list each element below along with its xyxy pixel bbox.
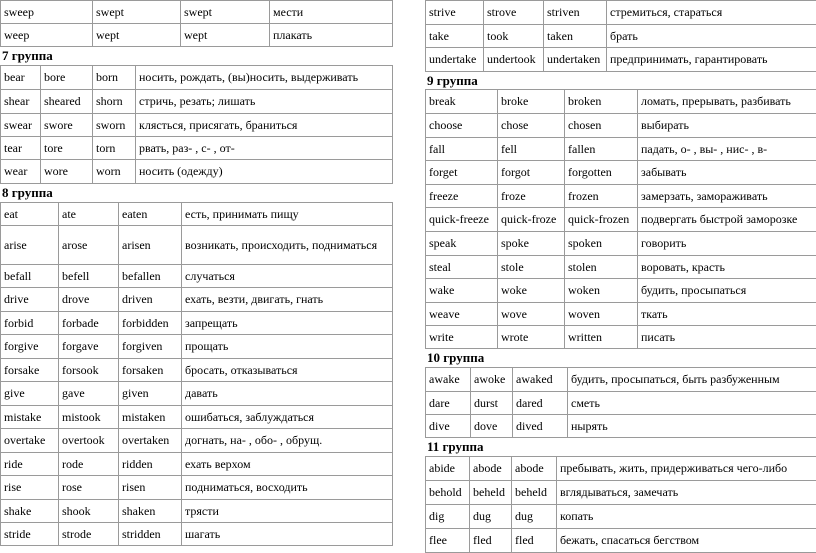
verb-row — [426, 185, 816, 208]
infinitive-cell: awake — [426, 368, 471, 392]
translation-cell: сметь — [568, 392, 816, 415]
past-simple-cell: stole — [498, 256, 565, 279]
verb-row — [1, 203, 393, 226]
past-simple-cell: shook — [59, 500, 119, 523]
translation-cell: трясти — [182, 500, 393, 523]
translation-cell: замерзать, замораживать — [638, 185, 816, 208]
translation-cell: забывать — [638, 161, 816, 185]
verb-row — [426, 256, 816, 279]
past-participle-cell: awaked — [513, 368, 568, 392]
past-simple-cell: overtook — [59, 429, 119, 453]
translation-cell: запрещать — [182, 312, 393, 335]
past-simple-cell: arose — [59, 226, 119, 265]
translation-cell: случаться — [182, 265, 393, 288]
verb-row — [1, 523, 393, 546]
past-simple-cell: gave — [59, 382, 119, 406]
right-column — [425, 0, 816, 553]
translation-cell: брать — [607, 25, 816, 48]
past-participle-cell: torn — [93, 137, 136, 160]
past-participle-cell: befallen — [119, 265, 182, 288]
verb-row — [426, 368, 816, 392]
past-participle-cell: ridden — [119, 453, 182, 476]
verb-table-continued — [0, 0, 393, 47]
infinitive-cell: forsake — [1, 359, 59, 382]
past-participle-cell: fallen — [565, 138, 638, 161]
past-participle-cell: arisen — [119, 226, 182, 265]
infinitive-cell: forgive — [1, 335, 59, 359]
translation-cell: выбирать — [638, 114, 816, 138]
past-participle-cell: dived — [513, 415, 568, 438]
past-simple-cell: undertook — [484, 48, 544, 72]
past-simple-cell: dug — [470, 505, 512, 529]
verb-row — [1, 312, 393, 335]
past-participle-cell: worn — [93, 160, 136, 184]
group-heading: 9 группа — [425, 72, 816, 89]
verb-row — [426, 303, 816, 326]
verb-row — [1, 429, 393, 453]
infinitive-cell: dig — [426, 505, 470, 529]
verb-row — [1, 137, 393, 160]
verb-row — [1, 114, 393, 137]
infinitive-cell: quick-freeze — [426, 208, 498, 232]
infinitive-cell: flee — [426, 529, 470, 553]
infinitive-cell: weave — [426, 303, 498, 326]
infinitive-cell: forbid — [1, 312, 59, 335]
verb-row — [1, 1, 393, 24]
infinitive-cell: rise — [1, 476, 59, 500]
past-participle-cell: stridden — [119, 523, 182, 546]
verb-row — [426, 114, 816, 138]
infinitive-cell: befall — [1, 265, 59, 288]
infinitive-cell: steal — [426, 256, 498, 279]
verb-row — [1, 288, 393, 312]
verb-row — [1, 226, 393, 265]
infinitive-cell: arise — [1, 226, 59, 265]
translation-cell: ошибаться, заблуждаться — [182, 406, 393, 429]
verb-table — [0, 65, 393, 184]
past-simple-cell: wrote — [498, 326, 565, 349]
infinitive-cell: swear — [1, 114, 41, 137]
past-participle-cell: risen — [119, 476, 182, 500]
group-heading: 10 группа — [425, 349, 816, 367]
verb-row — [426, 392, 816, 415]
verb-row — [426, 232, 816, 256]
past-participle-cell: mistaken — [119, 406, 182, 429]
verb-row — [426, 457, 816, 481]
infinitive-cell: stride — [1, 523, 59, 546]
past-simple-cell: strode — [59, 523, 119, 546]
translation-cell: возникать, происходить, подниматься — [182, 226, 393, 265]
translation-cell: подвергать быстрой заморозке — [638, 208, 816, 232]
past-simple-cell: dove — [471, 415, 513, 438]
past-simple-cell: forgave — [59, 335, 119, 359]
past-participle-cell: shaken — [119, 500, 182, 523]
verb-row — [1, 453, 393, 476]
past-participle-cell: forgiven — [119, 335, 182, 359]
infinitive-cell: mistake — [1, 406, 59, 429]
infinitive-cell: fall — [426, 138, 498, 161]
infinitive-cell: weep — [1, 24, 93, 47]
past-simple-cell: befell — [59, 265, 119, 288]
translation-cell: стричь, резать; лишать — [136, 90, 393, 114]
translation-cell: будить, просыпаться — [638, 279, 816, 303]
infinitive-cell: drive — [1, 288, 59, 312]
verb-row — [426, 415, 816, 438]
past-simple-cell: froze — [498, 185, 565, 208]
translation-cell: стремиться, стараться — [607, 1, 816, 25]
translation-cell: клясться, присягать, браниться — [136, 114, 393, 137]
translation-cell: воровать, красть — [638, 256, 816, 279]
infinitive-cell: tear — [1, 137, 41, 160]
infinitive-cell: freeze — [426, 185, 498, 208]
past-participle-cell: beheld — [512, 481, 557, 505]
translation-cell: бежать, спасаться бегством — [557, 529, 816, 553]
past-simple-cell: wore — [41, 160, 93, 184]
translation-cell: плакать — [270, 24, 393, 47]
translation-cell: шагать — [182, 523, 393, 546]
infinitive-cell: bear — [1, 66, 41, 90]
translation-cell: ткать — [638, 303, 816, 326]
past-participle-cell: driven — [119, 288, 182, 312]
verb-row — [1, 500, 393, 523]
verb-row — [1, 335, 393, 359]
past-participle-cell: overtaken — [119, 429, 182, 453]
translation-cell: ломать, прерывать, разбивать — [638, 90, 816, 114]
translation-cell: мести — [270, 1, 393, 24]
infinitive-cell: speak — [426, 232, 498, 256]
group-heading: 8 группа — [0, 184, 392, 202]
infinitive-cell: eat — [1, 203, 59, 226]
past-simple-cell: durst — [471, 392, 513, 415]
past-simple-cell: mistook — [59, 406, 119, 429]
past-simple-cell: quick-froze — [498, 208, 565, 232]
group-heading: 7 группа — [0, 47, 392, 65]
past-simple-cell: rose — [59, 476, 119, 500]
past-simple-cell: beheld — [470, 481, 512, 505]
translation-cell: есть, принимать пищу — [182, 203, 393, 226]
verb-row — [426, 505, 816, 529]
past-participle-cell: broken — [565, 90, 638, 114]
translation-cell: говорить — [638, 232, 816, 256]
infinitive-cell: write — [426, 326, 498, 349]
past-simple-cell: bore — [41, 66, 93, 90]
past-simple-cell: took — [484, 25, 544, 48]
past-simple-cell: awoke — [471, 368, 513, 392]
verb-table — [425, 367, 816, 438]
past-participle-cell: born — [93, 66, 136, 90]
translation-cell: носить, рождать, (вы)носить, выдерживать — [136, 66, 393, 90]
verb-row — [1, 24, 393, 47]
verb-row — [426, 208, 816, 232]
translation-cell: нырять — [568, 415, 816, 438]
past-simple-cell: fell — [498, 138, 565, 161]
verb-row — [1, 265, 393, 288]
infinitive-cell: wear — [1, 160, 41, 184]
verb-row — [1, 476, 393, 500]
translation-cell: бросать, отказываться — [182, 359, 393, 382]
past-participle-cell: taken — [544, 25, 607, 48]
past-simple-cell: forgot — [498, 161, 565, 185]
past-participle-cell: forgotten — [565, 161, 638, 185]
verb-row — [1, 66, 393, 90]
past-simple-cell: woke — [498, 279, 565, 303]
past-simple-cell: ate — [59, 203, 119, 226]
infinitive-cell: ride — [1, 453, 59, 476]
past-participle-cell: woken — [565, 279, 638, 303]
verb-row — [1, 382, 393, 406]
verb-row — [426, 1, 816, 25]
past-participle-cell: spoken — [565, 232, 638, 256]
past-participle-cell: abode — [512, 457, 557, 481]
verb-row — [426, 326, 816, 349]
past-participle-cell: swept — [181, 1, 270, 24]
infinitive-cell: shake — [1, 500, 59, 523]
translation-cell: пребывать, жить, придерживаться чего-либо — [557, 457, 816, 481]
infinitive-cell: overtake — [1, 429, 59, 453]
translation-cell: рвать, раз- , с- , от- — [136, 137, 393, 160]
past-simple-cell: rode — [59, 453, 119, 476]
verb-row — [426, 279, 816, 303]
translation-cell: прощать — [182, 335, 393, 359]
verb-row — [426, 481, 816, 505]
past-simple-cell: chose — [498, 114, 565, 138]
past-simple-cell: forbade — [59, 312, 119, 335]
verb-row — [426, 529, 816, 553]
translation-cell: вглядываться, замечать — [557, 481, 816, 505]
past-simple-cell: swept — [93, 1, 181, 24]
group-heading: 11 группа — [425, 438, 816, 456]
past-simple-cell: spoke — [498, 232, 565, 256]
past-simple-cell: wept — [93, 24, 181, 47]
infinitive-cell: choose — [426, 114, 498, 138]
verb-row — [1, 160, 393, 184]
past-simple-cell: drove — [59, 288, 119, 312]
past-participle-cell: striven — [544, 1, 607, 25]
translation-cell: писать — [638, 326, 816, 349]
infinitive-cell: undertake — [426, 48, 484, 72]
verb-row — [1, 90, 393, 114]
infinitive-cell: sweep — [1, 1, 93, 24]
infinitive-cell: strive — [426, 1, 484, 25]
translation-cell: падать, о- , вы- , нис- , в- — [638, 138, 816, 161]
past-participle-cell: dared — [513, 392, 568, 415]
infinitive-cell: shear — [1, 90, 41, 114]
past-participle-cell: given — [119, 382, 182, 406]
past-simple-cell: broke — [498, 90, 565, 114]
past-participle-cell: undertaken — [544, 48, 607, 72]
past-participle-cell: fled — [512, 529, 557, 553]
past-participle-cell: chosen — [565, 114, 638, 138]
past-simple-cell: sheared — [41, 90, 93, 114]
infinitive-cell: take — [426, 25, 484, 48]
past-participle-cell: forbidden — [119, 312, 182, 335]
translation-cell: носить (одежду) — [136, 160, 393, 184]
verb-row — [1, 406, 393, 429]
past-participle-cell: sworn — [93, 114, 136, 137]
infinitive-cell: forget — [426, 161, 498, 185]
translation-cell: ехать, везти, двигать, гнать — [182, 288, 393, 312]
infinitive-cell: dive — [426, 415, 471, 438]
translation-cell: копать — [557, 505, 816, 529]
verb-row — [426, 48, 816, 72]
past-simple-cell: abode — [470, 457, 512, 481]
verb-row — [426, 138, 816, 161]
past-simple-cell: wove — [498, 303, 565, 326]
infinitive-cell: abide — [426, 457, 470, 481]
past-participle-cell: woven — [565, 303, 638, 326]
translation-cell: ехать верхом — [182, 453, 393, 476]
translation-cell: предпринимать, гарантировать — [607, 48, 816, 72]
verb-table-continued — [425, 0, 816, 72]
infinitive-cell: wake — [426, 279, 498, 303]
past-simple-cell: tore — [41, 137, 93, 160]
verb-row — [1, 359, 393, 382]
translation-cell: подниматься, восходить — [182, 476, 393, 500]
verb-row — [426, 90, 816, 114]
infinitive-cell: break — [426, 90, 498, 114]
past-simple-cell: swore — [41, 114, 93, 137]
past-participle-cell: frozen — [565, 185, 638, 208]
past-participle-cell: forsaken — [119, 359, 182, 382]
past-simple-cell: strove — [484, 1, 544, 25]
infinitive-cell: behold — [426, 481, 470, 505]
past-simple-cell: forsook — [59, 359, 119, 382]
translation-cell: догнать, на- , обо- , обрущ. — [182, 429, 393, 453]
past-participle-cell: stolen — [565, 256, 638, 279]
verb-table — [425, 89, 816, 349]
past-participle-cell: dug — [512, 505, 557, 529]
past-participle-cell: eaten — [119, 203, 182, 226]
translation-cell: будить, просыпаться, быть разбуженным — [568, 368, 816, 392]
verb-table — [425, 456, 816, 553]
verb-table — [0, 202, 393, 546]
verb-row — [426, 25, 816, 48]
translation-cell: давать — [182, 382, 393, 406]
infinitive-cell: dare — [426, 392, 471, 415]
past-participle-cell: written — [565, 326, 638, 349]
past-participle-cell: wept — [181, 24, 270, 47]
infinitive-cell: give — [1, 382, 59, 406]
past-simple-cell: fled — [470, 529, 512, 553]
left-column — [0, 0, 392, 546]
verb-row — [426, 161, 816, 185]
past-participle-cell: shorn — [93, 90, 136, 114]
past-participle-cell: quick-frozen — [565, 208, 638, 232]
